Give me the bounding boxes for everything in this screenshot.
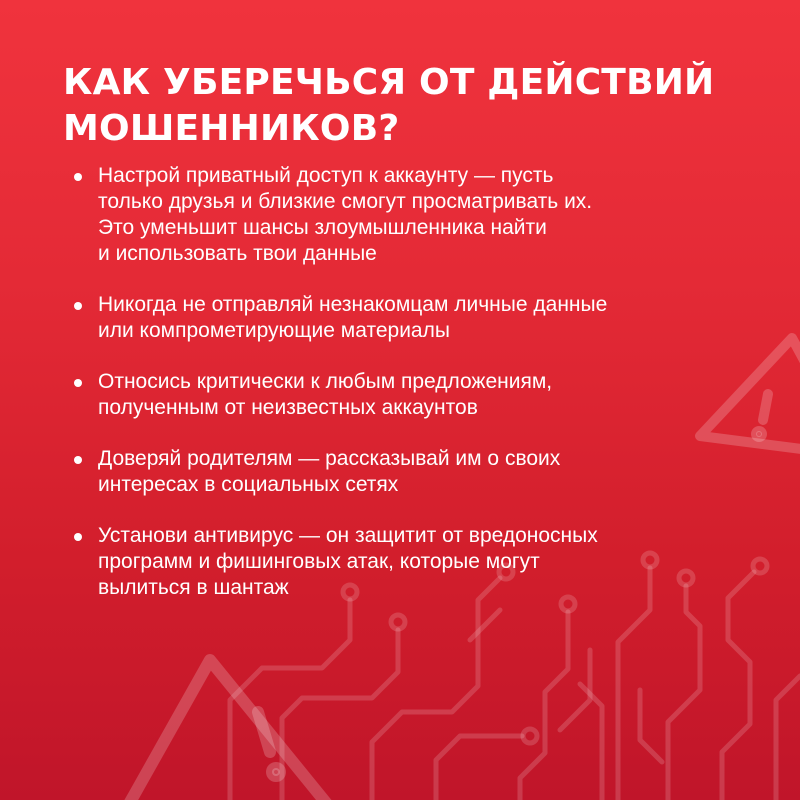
- list-item: [70, 292, 710, 344]
- tip-text-line: программ и фишинговых атак, которые могут: [98, 550, 540, 573]
- bullet-icon: [74, 302, 82, 310]
- list-item: [70, 523, 710, 601]
- warning-icon: [120, 660, 340, 800]
- tip-text-line: полученным от неизвестных аккаунтов: [98, 396, 478, 419]
- tips-list: [70, 163, 710, 626]
- tip-text-line: Относись критически к любым предложениям,: [98, 370, 553, 393]
- tip-text-line: Это уменьшит шансы злоумышленника найти: [98, 216, 547, 239]
- tip-text-line: интересах в социальных сетях: [98, 473, 399, 496]
- tip-text-line: Установи антивирус — он защитит от вредоносных: [98, 524, 598, 547]
- bullet-icon: [74, 379, 82, 387]
- bullet-icon: [74, 456, 82, 464]
- page-title: [63, 60, 783, 152]
- tip-text-line: вылиться в шантаж: [98, 576, 289, 599]
- tip-text-line: Никогда не отправляй незнакомцам личные данные: [98, 293, 608, 316]
- tip-text-line: Настрой приватный доступ к аккаунту — пусть: [98, 164, 554, 187]
- bullet-icon: [74, 173, 82, 181]
- title-line: МОШЕННИКОВ?: [63, 108, 400, 149]
- bullet-icon: [74, 533, 82, 541]
- list-item: [70, 446, 710, 498]
- tip-text-line: и использовать твои данные: [98, 242, 377, 265]
- list-item: [70, 163, 710, 267]
- warning-icon: [700, 338, 800, 456]
- tip-text-line: Доверяй родителям — рассказывай им о своих: [98, 447, 561, 470]
- list-item: [70, 369, 710, 421]
- tip-text-line: только друзья и близкие смогут просматривать их.: [98, 190, 593, 213]
- tip-text-line: или компрометирующие материалы: [98, 319, 450, 342]
- title-line: КАК УБЕРЕЧЬСЯ ОТ ДЕЙСТВИЙ: [63, 62, 715, 103]
